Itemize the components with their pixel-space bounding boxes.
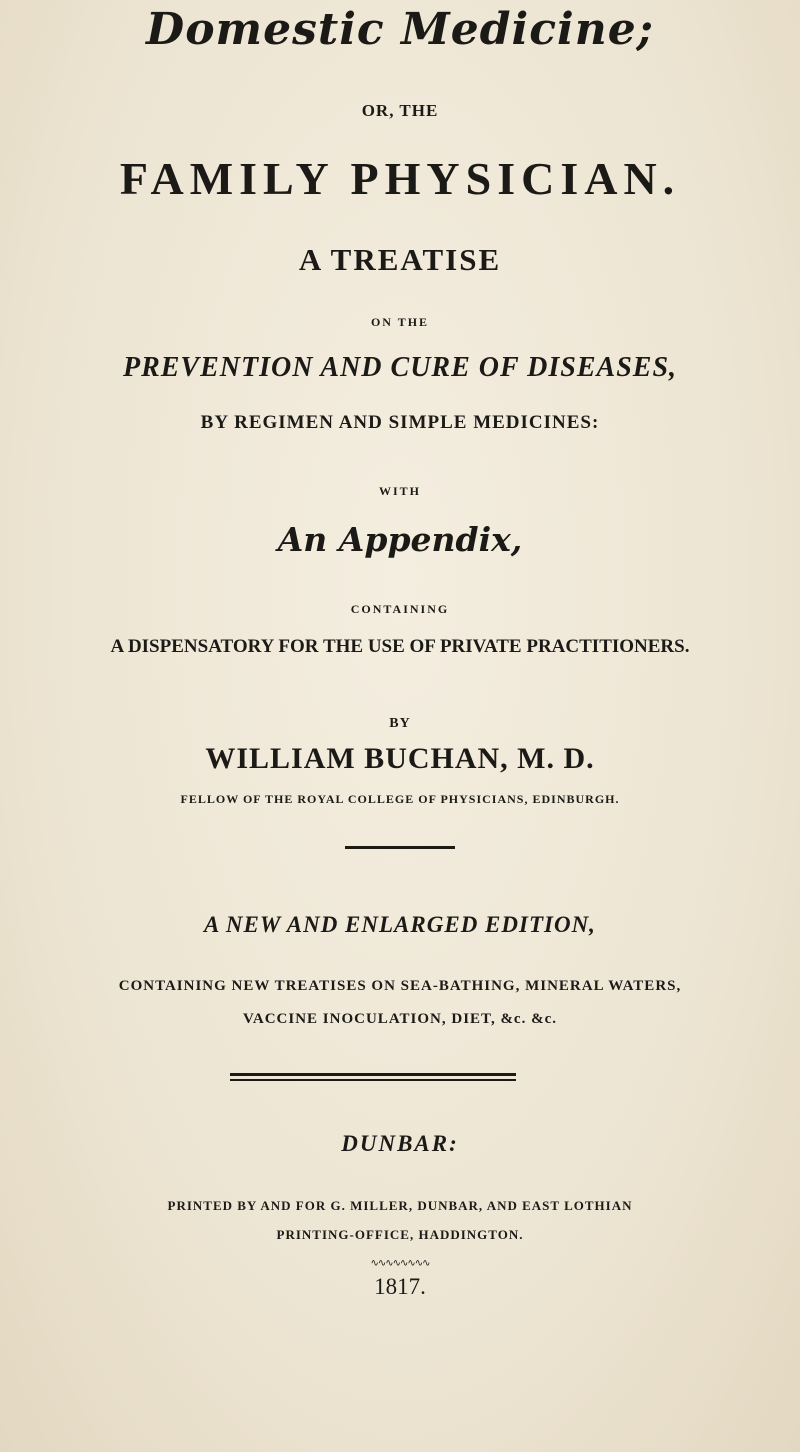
- subtitle: FAMILY PHYSICIAN.: [119, 153, 681, 204]
- publication-year: 1817.: [374, 1274, 426, 1299]
- ornament-line: ∿∿∿∿∿∿∿∿: [370, 1258, 430, 1269]
- divider-rule: [345, 846, 455, 849]
- author-name: WILLIAM BUCHAN, M. D.: [205, 742, 595, 775]
- on-the: ON THE: [370, 315, 430, 329]
- place-of-printing: DUNBAR:: [341, 1131, 459, 1156]
- prevention-line: PREVENTION AND CURE OF DISEASES,: [122, 352, 678, 383]
- divider-rule-long: [230, 1073, 516, 1076]
- main-title: Domestic Medicine;: [146, 4, 654, 55]
- with-label: WITH: [378, 484, 421, 498]
- dispensatory-line: A DISPENSATORY FOR THE USE OF PRIVATE PRACTITIONERS.: [110, 636, 690, 657]
- divider-rule-long-thin: [230, 1079, 516, 1081]
- by-regimen-line: BY REGIMEN AND SIMPLE MEDICINES:: [200, 412, 600, 433]
- printer-line-1: PRINTED BY AND FOR G. MILLER, DUNBAR, AND EAST LOTHIAN: [167, 1198, 633, 1213]
- or-the: OR, THE: [361, 101, 439, 120]
- appendix-heading: An Appendix,: [277, 520, 523, 559]
- author-affiliation: FELLOW OF THE ROYAL COLLEGE OF PHYSICIANS, EDINBURGH.: [180, 792, 620, 806]
- containing-label: CONTAINING: [350, 602, 450, 616]
- treatise-heading: A TREATISE: [298, 242, 502, 277]
- by-label: BY: [389, 716, 411, 731]
- edition-line: A NEW AND ENLARGED EDITION,: [204, 912, 596, 937]
- printer-line-2: PRINTING-OFFICE, HADDINGTON.: [276, 1227, 524, 1242]
- contents-line-2: VACCINE INOCULATION, DIET, &c. &c.: [242, 1011, 557, 1027]
- contents-line-1: CONTAINING NEW TREATISES ON SEA-BATHING, MINERAL WATERS,: [118, 978, 682, 994]
